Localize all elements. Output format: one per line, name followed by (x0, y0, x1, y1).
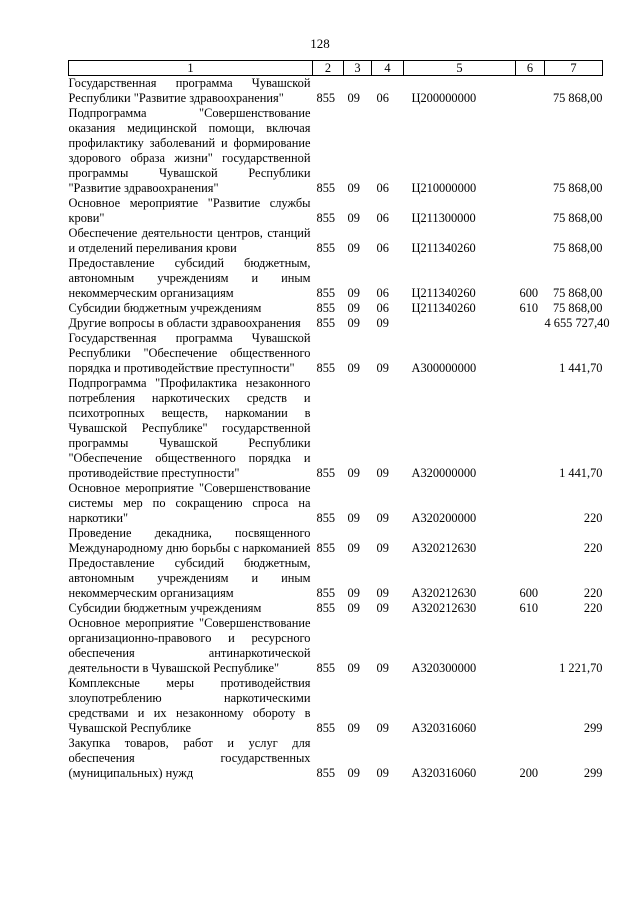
row-gr-code: 855 (316, 511, 336, 525)
row-expense-type (516, 331, 545, 376)
row-amount: 1 441,70 (559, 361, 603, 375)
row-section-code: 09 (347, 301, 360, 315)
table-row (69, 256, 603, 301)
row-amount: 1 441,70 (559, 466, 603, 480)
table-row (69, 736, 603, 781)
page-number: 128 (310, 36, 330, 51)
row-target-article: А320316060 (411, 721, 477, 735)
header-col-vr: 6 (516, 61, 545, 76)
row-subsection-code: 06 (376, 91, 389, 105)
row-subsection-code: 09 (376, 721, 389, 735)
row-name: Другие вопросы в области здравоохранения (68, 316, 301, 330)
row-amount: 220 (583, 511, 603, 525)
row-subsection-code: 09 (376, 316, 389, 330)
row-target-article: Ц210000000 (411, 181, 477, 195)
table-row (69, 556, 603, 601)
row-name: Комплексные меры противодействия злоупотреблению наркотическими средствами и их незаконному обороту в Чувашской Республике (68, 676, 311, 735)
row-amount: 4 655 727,40 (544, 316, 610, 330)
row-subsection-code: 09 (376, 601, 389, 615)
budget-table (68, 60, 610, 781)
row-subsection-code: 09 (376, 361, 389, 375)
row-target-article: А320212630 (411, 601, 477, 615)
row-expense-type (516, 316, 545, 331)
row-gr-code: 855 (316, 361, 336, 375)
row-section-code: 09 (347, 211, 360, 225)
row-name: Предоставление субсидий бюджетным, автономным учреждениям и иным некоммерческим организациям (68, 256, 311, 300)
row-name: Проведение декадника, посвященного Международному дню борьбы с наркоманией (68, 526, 311, 555)
table-row (69, 616, 603, 676)
row-subsection-code: 06 (376, 181, 389, 195)
table-row (69, 196, 603, 226)
row-subsection-code: 09 (376, 466, 389, 480)
row-expense-type (516, 376, 545, 481)
table-row (69, 301, 603, 316)
header-col-sum: 7 (545, 61, 603, 76)
row-gr-code: 855 (316, 286, 336, 300)
row-expense-type (516, 616, 545, 676)
row-expense-type (516, 676, 545, 736)
row-target-article: А320212630 (411, 541, 477, 555)
row-name: Основное мероприятие "Совершенствование организационно-правового и ресурсного обеспечения антинаркотической деятельности в Чувашской Республике" (68, 616, 311, 675)
row-amount: 220 (583, 541, 603, 555)
row-subsection-code: 06 (376, 211, 389, 225)
row-gr-code: 855 (316, 601, 336, 615)
row-expense-type (516, 526, 545, 556)
row-gr-code: 855 (316, 661, 336, 675)
row-gr-code: 855 (316, 541, 336, 555)
row-section-code: 09 (347, 316, 360, 330)
row-section-code: 09 (347, 466, 360, 480)
row-expense-type: 610 (519, 301, 539, 315)
row-name: Подпрограмма "Профилактика незаконного потребления наркотических средств и психотропных веществ, наркомании в Чувашской Республике" государственной программы Чувашской Республики "Обеспечение общественного порядка и противодействие преступности" (68, 376, 311, 480)
table-row (69, 601, 603, 616)
row-expense-type: 600 (519, 586, 539, 600)
row-section-code: 09 (347, 511, 360, 525)
header-col-prz: 4 (372, 61, 404, 76)
row-name: Обеспечение деятельности центров, станций и отделений переливания крови (68, 226, 311, 255)
row-target-article: А320212630 (411, 586, 477, 600)
header-row (69, 61, 603, 76)
row-subsection-code: 09 (376, 586, 389, 600)
row-amount: 75 868,00 (552, 301, 603, 315)
table-row (69, 331, 603, 376)
table-row (69, 106, 603, 196)
row-amount: 220 (583, 586, 603, 600)
row-target-article: Ц211300000 (411, 211, 476, 225)
row-section-code: 09 (347, 241, 360, 255)
row-section-code: 09 (347, 661, 360, 675)
row-name: Государственная программа Чувашской Республики "Обеспечение общественного порядка и противодействие преступности" (68, 331, 311, 375)
row-amount: 75 868,00 (552, 91, 603, 105)
table-row (69, 526, 603, 556)
row-section-code: 09 (347, 181, 360, 195)
budget-table-body (68, 76, 610, 782)
row-subsection-code: 06 (376, 301, 389, 315)
row-target-article: А320200000 (411, 511, 477, 525)
row-section-code: 09 (347, 91, 360, 105)
table-row (69, 376, 603, 481)
row-target-article: Ц211340260 (411, 286, 476, 300)
table-row (69, 226, 603, 256)
budget-table-header (69, 61, 603, 76)
row-name: Основное мероприятие "Совершенствование системы мер по сокращению спроса на наркотики" (68, 481, 311, 525)
row-gr-code: 855 (316, 91, 336, 105)
row-expense-type: 610 (519, 601, 539, 615)
row-section-code: 09 (347, 766, 360, 780)
row-name: Подпрограмма "Совершенствование оказания медицинской помощи, включая профилактику заболеваний и формирование здорового образа жизни" государственной программы Чувашской Республики "Развитие здравоохранения" (68, 106, 311, 195)
row-gr-code: 855 (316, 316, 336, 330)
row-subsection-code: 09 (376, 511, 389, 525)
row-target-article (404, 316, 516, 331)
row-subsection-code: 06 (376, 286, 389, 300)
row-amount: 299 (583, 766, 603, 780)
row-section-code: 09 (347, 601, 360, 615)
header-col-name: 1 (69, 61, 313, 76)
row-name: Субсидии бюджетным учреждениям (68, 301, 262, 315)
row-section-code: 09 (347, 721, 360, 735)
row-expense-type (516, 226, 545, 256)
row-target-article: Ц211340260 (411, 241, 476, 255)
row-section-code: 09 (347, 361, 360, 375)
row-gr-code: 855 (316, 586, 336, 600)
table-row (69, 76, 603, 107)
row-amount: 220 (583, 601, 603, 615)
row-gr-code: 855 (316, 721, 336, 735)
table-row (69, 316, 603, 331)
row-target-article: А320316060 (411, 766, 477, 780)
row-subsection-code: 09 (376, 541, 389, 555)
row-subsection-code: 09 (376, 661, 389, 675)
row-name: Предоставление субсидий бюджетным, автономным учреждениям и иным некоммерческим организациям (68, 556, 311, 600)
row-expense-type (516, 76, 545, 107)
row-target-article: А320300000 (411, 661, 477, 675)
row-expense-type (516, 106, 545, 196)
table-row (69, 481, 603, 526)
row-name: Закупка товаров, работ и услуг для обеспечения государственных (муниципальных) нужд (68, 736, 311, 780)
row-gr-code: 855 (316, 766, 336, 780)
row-name: Государственная программа Чувашской Республики "Развитие здравоохранения" (68, 76, 311, 105)
row-amount: 75 868,00 (552, 286, 603, 300)
row-expense-type (516, 196, 545, 226)
row-subsection-code: 06 (376, 241, 389, 255)
row-amount: 299 (583, 721, 603, 735)
row-expense-type: 600 (519, 286, 539, 300)
row-gr-code: 855 (316, 241, 336, 255)
row-amount: 75 868,00 (552, 181, 603, 195)
row-gr-code: 855 (316, 466, 336, 480)
row-target-article: Ц211340260 (411, 301, 476, 315)
row-name: Субсидии бюджетным учреждениям (68, 601, 262, 615)
row-subsection-code: 09 (376, 766, 389, 780)
table-row (69, 676, 603, 736)
row-gr-code: 855 (316, 211, 336, 225)
row-section-code: 09 (347, 286, 360, 300)
row-name: Основное мероприятие "Развитие службы крови" (68, 196, 311, 225)
row-gr-code: 855 (316, 181, 336, 195)
row-target-article: Ц200000000 (411, 91, 477, 105)
row-gr-code: 855 (316, 301, 336, 315)
header-col-csr: 5 (404, 61, 516, 76)
row-amount: 75 868,00 (552, 211, 603, 225)
row-expense-type (516, 481, 545, 526)
header-col-gr: 2 (313, 61, 344, 76)
header-col-rz: 3 (344, 61, 372, 76)
row-expense-type: 200 (519, 766, 539, 780)
row-amount: 1 221,70 (559, 661, 603, 675)
row-section-code: 09 (347, 586, 360, 600)
row-section-code: 09 (347, 541, 360, 555)
row-target-article: А300000000 (411, 361, 477, 375)
row-amount: 75 868,00 (552, 241, 603, 255)
row-target-article: А320000000 (411, 466, 477, 480)
